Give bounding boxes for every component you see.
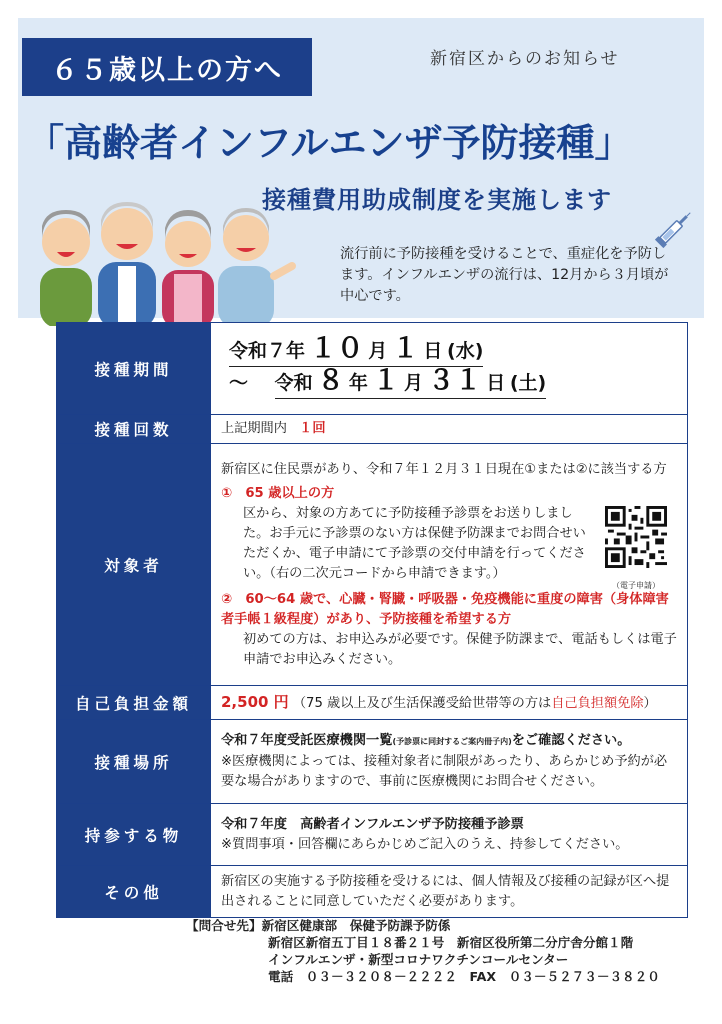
contact-block xyxy=(186,917,660,985)
row-place xyxy=(57,720,688,804)
value-bring xyxy=(211,804,688,866)
row-other xyxy=(57,866,688,918)
target-item2-head: ② 60～64 歳で、心臓・腎臓・呼吸器・免疫機能に重度の障害（身体障害者手帳１級程度）があり、予防接種を希望する方 xyxy=(221,591,669,627)
lead-text: 流行前に予防接種を受けることで、重症化を予防します。インフルエンザの流行は、12月から３月頃が中心です。 xyxy=(340,246,669,304)
contact-line3: インフルエンザ・新型コロナワクチンコールセンター xyxy=(268,952,569,967)
elderly-people-illustration xyxy=(30,196,300,326)
value-cost: 2,500 円 （75 歳以上及び生活保護受給世帯等の方は自己負担額免除） xyxy=(211,686,688,720)
bring-body: ※質問事項・回答欄にあらかじめご記入のうえ、持参してください。 xyxy=(221,836,629,852)
row-cost xyxy=(57,686,688,720)
value-other: 新宿区の実施する予防接種を受けるには、個人情報及び接種の記録が区へ提出されることに同意していただく必要があります。 xyxy=(211,866,688,918)
place-head: 令和７年度受託医療機関一覧(予診票に同封するご案内冊子内)をご確認ください。 xyxy=(221,733,631,748)
target-item1-body: 区から、対象の方あてに予防接種予診票をお送りしました。お手元に予診票のない方は保健予防課までお問合せいただくか、電子申請にて予診票の交付申請を行ってください。（右の二次元コードから申請できます。） xyxy=(243,505,586,581)
cost-exempt: 自己負担額免除 xyxy=(551,695,644,711)
qr-code[interactable] xyxy=(601,506,671,590)
value-period xyxy=(211,323,688,415)
qr-code-icon xyxy=(601,506,671,568)
contact-line4: 電話 ０３－３２０８－２２２２ FAX ０３－５２７３－３８２０ xyxy=(268,969,660,984)
notice-from-ward: 新宿区からのお知らせ xyxy=(430,49,620,69)
label-place: 接種場所 xyxy=(57,720,211,804)
label-other: その他 xyxy=(57,866,211,918)
period-end: ～ 令和 ８ 年 １ 月 ３１ 日 (土) xyxy=(229,371,677,399)
page-subtitle: 接種費用助成制度を実施します xyxy=(262,186,612,214)
period-start: 令和７年 １０ 月 １ 日 (水) xyxy=(229,339,483,367)
target-item1-head: ① 65 歳以上の方 xyxy=(221,485,335,501)
label-period: 接種期間 xyxy=(57,323,211,415)
info-table xyxy=(56,322,688,918)
contact-line1: 【問合せ先】新宿区健康部 保健予防課予防係 xyxy=(186,918,451,933)
bring-head: 令和７年度 高齢者インフルエンザ予防接種予診票 xyxy=(221,816,524,832)
target-item2-body: 初めての方は、お申込みが必要です。保健予防課まで、電話もしくは電子申請でお申込みください。 xyxy=(243,631,677,667)
page-title: 「高齢者インフルエンザ予防接種」 xyxy=(26,121,633,165)
age-badge: ６５歳以上の方へ xyxy=(22,38,312,96)
contact-line2: 新宿区新宿五丁目１８番２１号 新宿区役所第二分庁舎分館１階 xyxy=(268,935,634,950)
count-value: １回 xyxy=(299,421,326,436)
row-period xyxy=(57,323,688,415)
cost-amount: 2,500 円 xyxy=(221,692,289,711)
label-cost: 自己負担金額 xyxy=(57,686,211,720)
row-bring xyxy=(57,804,688,866)
value-target xyxy=(211,444,688,686)
value-count: 上記期間内 １回 xyxy=(211,415,688,444)
target-item1-body-wrap xyxy=(221,504,677,590)
target-intro: 新宿区に住民票があり、令和７年１２月３１日現在①または②に該当する方 xyxy=(221,461,667,477)
label-bring: 持参する物 xyxy=(57,804,211,866)
label-count: 接種回数 xyxy=(57,415,211,444)
row-target xyxy=(57,444,688,686)
row-count xyxy=(57,415,688,444)
place-body: ※医療機関によっては、接種対象者に制限があったり、あらかじめ予約が必要な場合がありますので、事前に医療機関にお問合せください。 xyxy=(221,754,668,789)
qr-caption: （電子申請） xyxy=(612,580,660,590)
label-target: 対象者 xyxy=(57,444,211,686)
value-place xyxy=(211,720,688,804)
